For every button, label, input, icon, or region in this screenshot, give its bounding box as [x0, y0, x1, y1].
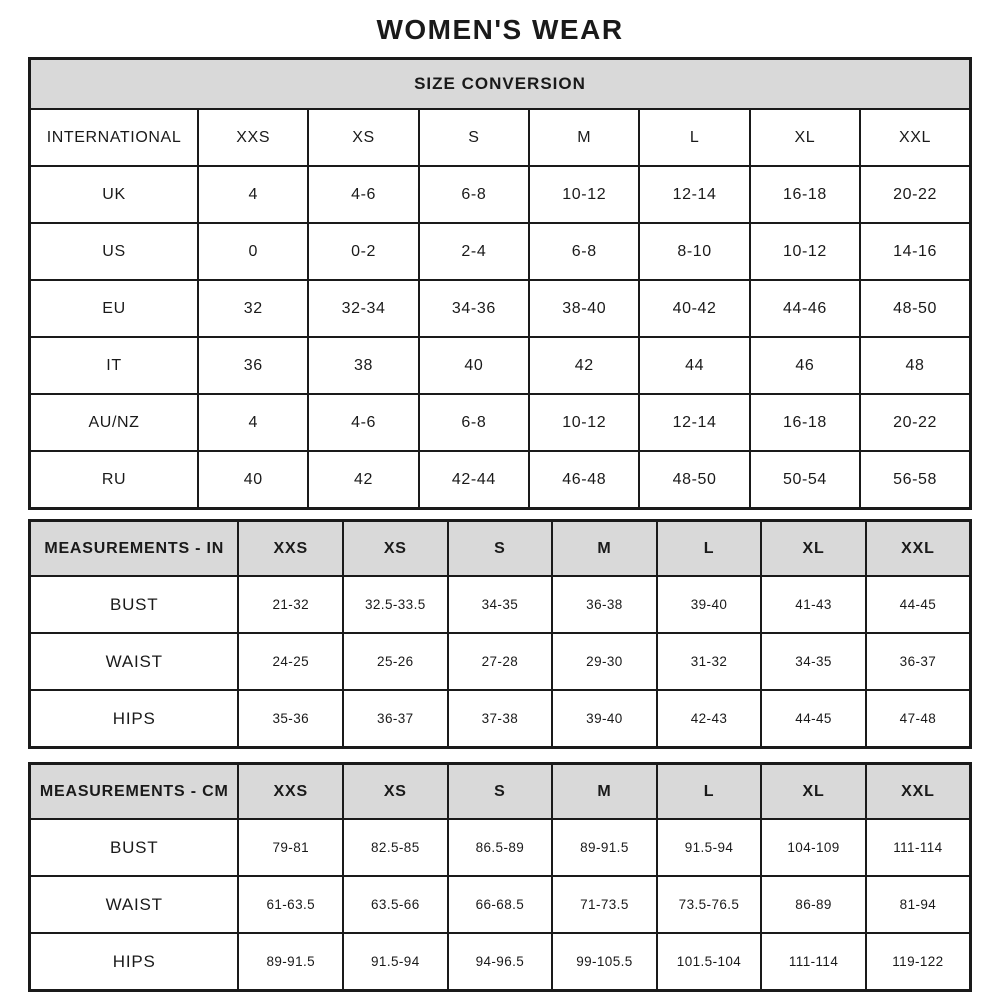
cell: 40: [198, 451, 308, 509]
cell: 63.5-66: [343, 876, 448, 933]
table-row-hips-in: [30, 690, 971, 748]
measurements-cm-header-row: [30, 764, 971, 820]
cell: 39-40: [657, 576, 762, 633]
cell: 79-81: [238, 819, 343, 876]
cell: 89-91.5: [552, 819, 657, 876]
cell: 37-38: [448, 690, 553, 748]
cell: 2-4: [419, 223, 529, 280]
table-row-aunz: [30, 394, 971, 451]
cell: 42-44: [419, 451, 529, 509]
row-label-hips: HIPS: [30, 933, 239, 991]
cell: 32: [198, 280, 308, 337]
size-header-xs: XS: [308, 109, 418, 166]
cell: 10-12: [750, 223, 860, 280]
cell: 66-68.5: [448, 876, 553, 933]
row-label-aunz: AU/NZ: [30, 394, 199, 451]
size-header-xl: XL: [761, 521, 866, 577]
cell: 32.5-33.5: [343, 576, 448, 633]
cell: 111-114: [761, 933, 866, 991]
row-label-bust: BUST: [30, 819, 239, 876]
size-header-xxs: XXS: [238, 521, 343, 577]
measurements-cm-table: [28, 762, 972, 992]
size-header-s: S: [448, 764, 553, 820]
cell: 34-35: [448, 576, 553, 633]
size-header-xs: XS: [343, 764, 448, 820]
cell: 4-6: [308, 394, 418, 451]
cell: 42-43: [657, 690, 762, 748]
cell: 40: [419, 337, 529, 394]
cell: 38: [308, 337, 418, 394]
cell: 36: [198, 337, 308, 394]
cell: 48-50: [860, 280, 970, 337]
table-row-hips-cm: [30, 933, 971, 991]
cell: 0-2: [308, 223, 418, 280]
cell: 41-43: [761, 576, 866, 633]
cell: 101.5-104: [657, 933, 762, 991]
size-header-xxl: XXL: [866, 764, 971, 820]
measurements-in-title: MEASUREMENTS - IN: [30, 521, 239, 577]
table-row-bust-cm: [30, 819, 971, 876]
measurements-in-table: [28, 519, 972, 749]
cell: 104-109: [761, 819, 866, 876]
size-header-xl: XL: [761, 764, 866, 820]
cell: 44-45: [761, 690, 866, 748]
cell: 20-22: [860, 394, 970, 451]
cell: 81-94: [866, 876, 971, 933]
cell: 82.5-85: [343, 819, 448, 876]
cell: 34-36: [419, 280, 529, 337]
cell: 21-32: [238, 576, 343, 633]
cell: 14-16: [860, 223, 970, 280]
cell: 61-63.5: [238, 876, 343, 933]
cell: 40-42: [639, 280, 749, 337]
cell: 6-8: [419, 166, 529, 223]
cell: 42: [529, 337, 639, 394]
table-row-uk: [30, 166, 971, 223]
cell: 0: [198, 223, 308, 280]
table-row-waist-in: [30, 633, 971, 690]
size-conversion-title-row: [30, 59, 971, 110]
row-label-ru: RU: [30, 451, 199, 509]
international-header-row: [30, 109, 971, 166]
cell: 24-25: [238, 633, 343, 690]
size-header-xxl: XXL: [866, 521, 971, 577]
cell: 16-18: [750, 166, 860, 223]
size-conversion-title: SIZE CONVERSION: [30, 59, 971, 110]
cell: 119-122: [866, 933, 971, 991]
row-label-eu: EU: [30, 280, 199, 337]
cell: 16-18: [750, 394, 860, 451]
cell: 35-36: [238, 690, 343, 748]
size-header-l: L: [639, 109, 749, 166]
size-header-xxl: XXL: [860, 109, 970, 166]
size-header-l: L: [657, 521, 762, 577]
size-header-xl: XL: [750, 109, 860, 166]
size-header-l: L: [657, 764, 762, 820]
cell: 91.5-94: [657, 819, 762, 876]
cell: 29-30: [552, 633, 657, 690]
cell: 44-45: [866, 576, 971, 633]
size-conversion-table: [28, 57, 972, 510]
cell: 44: [639, 337, 749, 394]
cell: 39-40: [552, 690, 657, 748]
cell: 10-12: [529, 166, 639, 223]
cell: 46-48: [529, 451, 639, 509]
cell: 44-46: [750, 280, 860, 337]
row-label-it: IT: [30, 337, 199, 394]
size-header-m: M: [552, 521, 657, 577]
measurements-cm-title: MEASUREMENTS - CM: [30, 764, 239, 820]
size-header-m: M: [552, 764, 657, 820]
row-label-bust: BUST: [30, 576, 239, 633]
cell: 86.5-89: [448, 819, 553, 876]
cell: 94-96.5: [448, 933, 553, 991]
cell: 25-26: [343, 633, 448, 690]
cell: 20-22: [860, 166, 970, 223]
cell: 6-8: [529, 223, 639, 280]
table-row-it: [30, 337, 971, 394]
cell: 50-54: [750, 451, 860, 509]
cell: 42: [308, 451, 418, 509]
cell: 38-40: [529, 280, 639, 337]
size-header-xxs: XXS: [238, 764, 343, 820]
size-header-s: S: [419, 109, 529, 166]
page-title: WOMEN'S WEAR: [376, 14, 624, 45]
cell: 12-14: [639, 394, 749, 451]
cell: 36-37: [866, 633, 971, 690]
cell: 73.5-76.5: [657, 876, 762, 933]
row-label-uk: UK: [30, 166, 199, 223]
cell: 91.5-94: [343, 933, 448, 991]
cell: 12-14: [639, 166, 749, 223]
cell: 34-35: [761, 633, 866, 690]
cell: 10-12: [529, 394, 639, 451]
cell: 32-34: [308, 280, 418, 337]
size-header-xxs: XXS: [198, 109, 308, 166]
cell: 27-28: [448, 633, 553, 690]
table-row-bust-in: [30, 576, 971, 633]
table-row-us: [30, 223, 971, 280]
table-row-ru: [30, 451, 971, 509]
cell: 47-48: [866, 690, 971, 748]
row-label-us: US: [30, 223, 199, 280]
table-row-waist-cm: [30, 876, 971, 933]
cell: 36-38: [552, 576, 657, 633]
cell: 46: [750, 337, 860, 394]
row-label-waist: WAIST: [30, 876, 239, 933]
cell: 4: [198, 166, 308, 223]
cell: 99-105.5: [552, 933, 657, 991]
row-label-international: INTERNATIONAL: [30, 109, 199, 166]
cell: 4: [198, 394, 308, 451]
row-label-waist: WAIST: [30, 633, 239, 690]
cell: 36-37: [343, 690, 448, 748]
cell: 6-8: [419, 394, 529, 451]
size-header-m: M: [529, 109, 639, 166]
cell: 48-50: [639, 451, 749, 509]
cell: 8-10: [639, 223, 749, 280]
cell: 4-6: [308, 166, 418, 223]
measurements-in-header-row: [30, 521, 971, 577]
row-label-hips: HIPS: [30, 690, 239, 748]
cell: 48: [860, 337, 970, 394]
cell: 56-58: [860, 451, 970, 509]
size-header-s: S: [448, 521, 553, 577]
size-header-xs: XS: [343, 521, 448, 577]
cell: 89-91.5: [238, 933, 343, 991]
table-row-eu: [30, 280, 971, 337]
cell: 111-114: [866, 819, 971, 876]
cell: 31-32: [657, 633, 762, 690]
cell: 71-73.5: [552, 876, 657, 933]
cell: 86-89: [761, 876, 866, 933]
